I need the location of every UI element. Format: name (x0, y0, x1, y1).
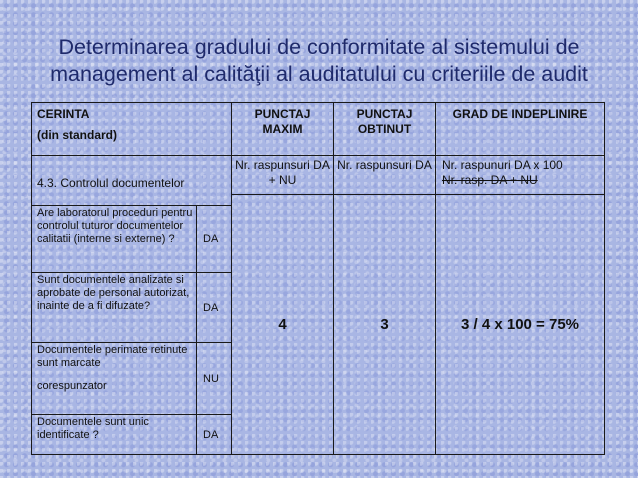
subheader-row (32, 155, 605, 194)
question-3 (32, 343, 197, 415)
answer-4: DA (197, 415, 232, 455)
subheader-grad (436, 155, 605, 194)
result-grad-indeplinire: 3 / 4 x 100 = 75% (436, 195, 605, 455)
question-4: Documentele sunt unic identificate ? (32, 415, 197, 455)
title-line-1: Determinarea gradului de conformitate al sistemului de (58, 35, 580, 59)
conformity-table (31, 102, 605, 455)
section-title: 4.3. Controlul documentelor (32, 155, 232, 205)
question-1: Are laboratorul proceduri pentru controlul tuturor documentelor calitatii (interne si externe) ? (32, 206, 197, 273)
header-din-standard-label: (din standard) (37, 128, 117, 142)
result-punctaj-obtinut: 3 (334, 195, 436, 455)
grad-formula-numerator: Nr. raspunuri DA x 100 (442, 157, 563, 172)
answer-3: NU (197, 343, 232, 415)
slide-title (20, 34, 618, 88)
header-grad-indeplinire: GRAD DE INDEPLINIRE (436, 103, 605, 156)
header-punctaj-maxim: PUNCTAJ MAXIM (232, 103, 334, 156)
grad-formula-denominator: Nr. rasp. DA + NU (442, 172, 538, 187)
header-punctaj-obtinut: PUNCTAJ OBTINUT (334, 103, 436, 156)
title-line-2: management al calităţii al auditatului cu criteriile de audit (50, 62, 588, 86)
question-3-extra: corespunzator (37, 380, 107, 393)
result-punctaj-maxim: 4 (232, 195, 334, 455)
question-3-text: Documentele perimate retinute sunt marcate (37, 344, 188, 370)
answer-1: DA (197, 206, 232, 273)
answer-2: DA (197, 272, 232, 342)
question-2: Sunt documentele analizate si aprobate de personal autorizat, inainte de a fi difuzate? (32, 272, 197, 342)
subheader-obtinut: Nr. raspunsuri DA (334, 155, 436, 194)
header-cerinta-label: CERINTA (37, 107, 90, 121)
header-cerinta (32, 103, 232, 156)
header-row (32, 103, 605, 156)
subheader-maxim: Nr. raspunsuri DA + NU (232, 155, 334, 194)
